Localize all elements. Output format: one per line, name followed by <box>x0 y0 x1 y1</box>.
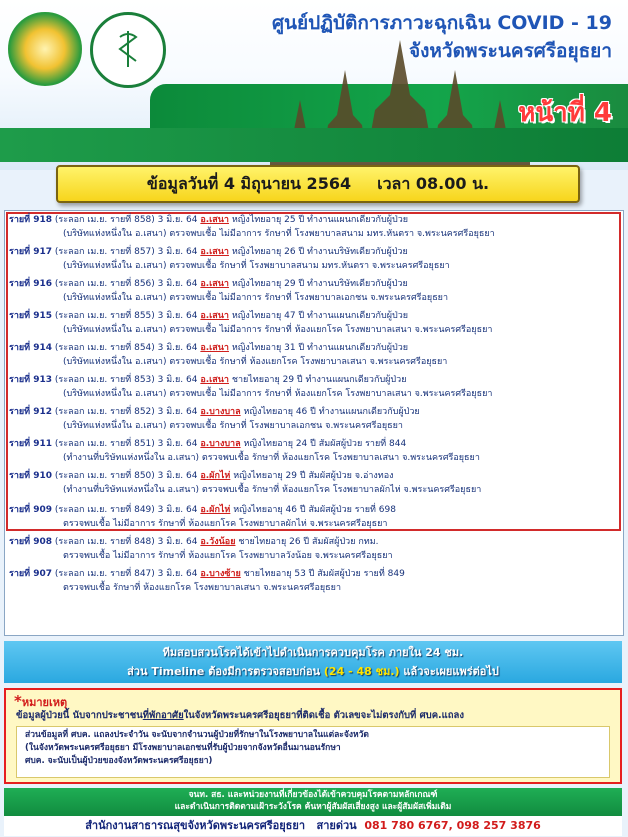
notice-line1: ทีมสอบสวนโรคได้เข้าไปดำเนินการควบคุมโรค ภายใน 24 ชม. <box>162 646 464 659</box>
case-number: รายที่ 913 <box>9 375 53 385</box>
header-banner <box>0 0 628 170</box>
case-detail-b: ชายไทยอายุ 29 ปี ทำงานแผนกเดียวกับผู้ป่วย <box>228 375 407 385</box>
banner-lower-band <box>0 128 628 162</box>
case-detail-line2: (ทำงานที่บริษัทแห่งหนึ่งใน อ.เสนา) ตรวจพบเชื้อ รักษาที่ ห้องแยกโรค โรงพยาบาลเสนา จ.พระนครศรีอยุธยา <box>63 453 480 463</box>
case-detail-b: หญิงไทยอายุ 46 ปี สัมผัสผู้ป่วย รายที่ 698 <box>230 505 396 515</box>
case-number: รายที่ 909 <box>9 505 53 515</box>
case-detail-a: (ระลอก เม.ย. รายที่ 854) 3 มิ.ย. 64 <box>52 343 201 353</box>
case-detail-b: หญิงไทยอายุ 47 ปี ทำงานแผนกเดียวกับผู้ป่วย <box>228 311 409 321</box>
case-row <box>9 309 492 337</box>
notice-timeframe: (24 - 48 ชม.) <box>323 665 400 678</box>
case-detail-b: ชายไทยอายุ 26 ปี สัมผัสผู้ป่วย กทม. <box>235 537 379 547</box>
provincial-health-office-logo <box>8 12 82 86</box>
ministry-of-public-health-logo <box>90 12 166 88</box>
case-number: รายที่ 908 <box>9 537 53 547</box>
case-row <box>9 437 480 465</box>
remark-detail-line2: (ในจังหวัดพระนครศรีอยุธยา มีโรงพยาบาลเอกชนที่รับผู้ป่วยจากจังหวัดอื่นมานอนรักษา <box>25 743 341 753</box>
page-title-line1: ศูนย์ปฏิบัติการภาวะฉุกเฉิน COVID - 19 <box>271 12 612 34</box>
remark-star: * <box>14 692 22 710</box>
remark-title-text: หมายเหตุ <box>21 696 68 709</box>
case-row <box>9 373 492 401</box>
case-number: รายที่ 911 <box>9 439 53 449</box>
case-detail-line2: (ทำงานที่บริษัทแห่งหนึ่งใน อ.เสนา) ตรวจพบเชื้อ รักษาที่ ห้องแยกโรค โรงพยาบาลผักไห่ จ.พระนครศรีอยุธยา <box>63 485 482 495</box>
case-number: รายที่ 916 <box>9 279 53 289</box>
case-detail-b: หญิงไทยอายุ 29 ปี ทำงานบริษัทเดียวกับผู้ป่วย <box>228 279 408 289</box>
case-row <box>9 341 447 369</box>
case-district: อ.บางบาล <box>200 439 241 449</box>
case-number: รายที่ 910 <box>9 471 53 481</box>
notice-line2-b: แล้วจะเผยแพร่ต่อไป <box>399 665 499 678</box>
case-number: รายที่ 914 <box>9 343 53 353</box>
case-district: อ.วังน้อย <box>200 537 236 547</box>
footer-line2: และดำเนินการติดตามเฝ้าระวังโรค ค้นหาผู้สัมผัสเสี่ยงสูง และผู้สัมผัสเพิ่มเติม <box>174 802 452 812</box>
case-detail-line2: (บริษัทแห่งหนึ่งใน อ.เสนา) ตรวจพบเชื้อ ไม่มีอาการ รักษาที่ โรงพยาบาลสนาม มทร.หันตรา จ.พระนครศรีอยุธยา <box>63 229 495 239</box>
case-district: อ.เสนา <box>200 247 229 257</box>
case-detail-a: (ระลอก เม.ย. รายที่ 852) 3 มิ.ย. 64 <box>52 407 201 417</box>
caduceus-icon <box>117 29 139 69</box>
remark-line1-a: ข้อมูลผู้ป่วยนี้ นับจากประชาชน <box>16 710 143 721</box>
case-detail-a: (ระลอก เม.ย. รายที่ 848) 3 มิ.ย. 64 <box>52 537 201 547</box>
page-number-label: หน้าที่ 4 <box>518 98 612 128</box>
case-number: รายที่ 915 <box>9 311 53 321</box>
case-row <box>9 469 481 497</box>
case-detail-b: หญิงไทยอายุ 46 ปี ทำงานแผนกเดียวกับผู้ป่วย <box>240 407 420 417</box>
footer-contact <box>4 816 622 836</box>
case-detail-line2: (บริษัทแห่งหนึ่งใน อ.เสนา) ตรวจพบเชื้อ รักษาที่ โรงพยาบาลสนาม มทร.หันตรา จ.พระนครศรีอยุธยา <box>63 261 450 271</box>
remark-line1 <box>16 708 464 723</box>
case-number: รายที่ 907 <box>9 569 53 579</box>
case-row <box>9 503 396 531</box>
office-name: สำนักงานสาธารณสุขจังหวัดพระนครศรีอยุธยา <box>85 819 306 832</box>
date-banner <box>56 165 580 203</box>
case-detail-line2: ตรวจพบเชื้อ ไม่มีอาการ รักษาที่ ห้องแยกโรค โรงพยาบาลผักไห่ จ.พระนครศรีอยุธยา <box>63 519 388 529</box>
case-detail-a: (ระลอก เม.ย. รายที่ 851) 3 มิ.ย. 64 <box>52 439 201 449</box>
case-detail-b: หญิงไทยอายุ 29 ปี สัมผัสผู้ป่วย จ.อ่างทอง <box>230 471 394 481</box>
remark-detail-line3: ศบค. จะนับเป็นผู้ป่วยของจังหวัดพระนครศรีอยุธยา) <box>25 756 213 766</box>
footer-control-notice <box>4 788 622 816</box>
case-detail-line2: (บริษัทแห่งหนึ่งใน อ.เสนา) ตรวจพบเชื้อ ไม่มีอาการ รักษาที่ ห้องแยกโรค โรงพยาบาลเสนา จ.พระนครศรีอยุธยา <box>63 325 493 335</box>
case-detail-line2: (บริษัทแห่งหนึ่งใน อ.เสนา) ตรวจพบเชื้อ ไม่มีอาการ รักษาที่ โรงพยาบาลเอกชน จ.พระนครศรีอยุธยา <box>63 293 449 303</box>
case-district: อ.บางบาล <box>200 407 241 417</box>
case-detail-a: (ระลอก เม.ย. รายที่ 855) 3 มิ.ย. 64 <box>52 311 201 321</box>
remark-detail <box>16 726 610 778</box>
case-district: อ.เสนา <box>200 279 229 289</box>
notice-line2-a: ส่วน Timeline ต้องมีการตรวจสอบก่อน <box>127 665 324 678</box>
case-number: รายที่ 917 <box>9 247 53 257</box>
case-number: รายที่ 912 <box>9 407 53 417</box>
case-detail-b: ชายไทยอายุ 53 ปี สัมผัสผู้ป่วย รายที่ 849 <box>240 569 405 579</box>
footer-line1: จนท. สธ. และหน่วยงานที่เกี่ยวข้องได้เข้าควบคุมโรคตามหลักเกณฑ์ <box>188 790 438 800</box>
case-district: อ.เสนา <box>200 311 229 321</box>
case-detail-a: (ระลอก เม.ย. รายที่ 847) 3 มิ.ย. 64 <box>52 569 201 579</box>
case-row <box>9 535 393 563</box>
case-row <box>9 277 448 305</box>
case-detail-line2: (บริษัทแห่งหนึ่งใน อ.เสนา) ตรวจพบเชื้อ ไม่มีอาการ รักษาที่ ห้องแยกโรค โรงพยาบาลเสนา จ.พระนครศรีอยุธยา <box>63 389 493 399</box>
case-district: อ.เสนา <box>200 343 229 353</box>
case-detail-b: หญิงไทยอายุ 31 ปี ทำงานแผนกเดียวกับผู้ป่วย <box>228 343 409 353</box>
case-district: อ.ผักไห่ <box>200 471 231 481</box>
hotline-label: สายด่วน <box>316 819 357 832</box>
case-detail-b: หญิงไทยอายุ 24 ปี สัมผัสผู้ป่วย รายที่ 844 <box>240 439 407 449</box>
remark-box <box>4 688 622 784</box>
hotline-numbers[interactable]: 081 780 6767, 098 257 3876 <box>364 819 541 832</box>
date-text: ข้อมูลวันที่ 4 มิถุนายน 2564 <box>146 173 352 193</box>
case-district: อ.ผักไห่ <box>200 505 231 515</box>
case-detail-line2: ตรวจพบเชื้อ รักษาที่ ห้องแยกโรค โรงพยาบาลเสนา จ.พระนครศรีอยุธยา <box>63 583 341 593</box>
case-row <box>9 213 495 241</box>
case-detail-a: (ระลอก เม.ย. รายที่ 849) 3 มิ.ย. 64 <box>52 505 201 515</box>
investigation-notice <box>4 641 622 683</box>
case-detail-line2: (บริษัทแห่งหนึ่งใน อ.เสนา) ตรวจพบเชื้อ รักษาที่ โรงพยาบาลเอกชน จ.พระนครศรีอยุธยา <box>63 421 403 431</box>
case-list <box>4 210 624 636</box>
case-detail-a: (ระลอก เม.ย. รายที่ 857) 3 มิ.ย. 64 <box>52 247 201 257</box>
remark-line1-underlined: ที่พักอาศัย <box>142 710 184 721</box>
case-detail-line2: (บริษัทแห่งหนึ่งใน อ.เสนา) ตรวจพบเชื้อ รักษาที่ ห้องแยกโรค โรงพยาบาลเสนา จ.พระนครศรีอยุธยา <box>63 357 448 367</box>
remark-detail-line1: ส่วนข้อมูลที่ ศบค. แถลงประจำวัน จะนับจากจำนวนผู้ป่วยที่รักษาในโรงพยาบาลในแต่ละจังหวัด <box>25 730 369 740</box>
time-text: เวลา 08.00 น. <box>377 173 490 193</box>
case-district: อ.บางซ้าย <box>200 569 241 579</box>
case-row <box>9 405 420 433</box>
case-detail-a: (ระลอก เม.ย. รายที่ 858) 3 มิ.ย. 64 <box>52 215 201 225</box>
case-detail-a: (ระลอก เม.ย. รายที่ 853) 3 มิ.ย. 64 <box>52 375 201 385</box>
case-detail-line2: ตรวจพบเชื้อ ไม่มีอาการ รักษาที่ ห้องแยกโรค โรงพยาบาลวังน้อย จ.พระนครศรีอยุธยา <box>63 551 393 561</box>
case-detail-a: (ระลอก เม.ย. รายที่ 856) 3 มิ.ย. 64 <box>52 279 201 289</box>
case-row <box>9 245 450 273</box>
case-detail-a: (ระลอก เม.ย. รายที่ 850) 3 มิ.ย. 64 <box>52 471 201 481</box>
case-number: รายที่ 918 <box>9 215 53 225</box>
case-district: อ.เสนา <box>200 375 229 385</box>
case-detail-b: หญิงไทยอายุ 26 ปี ทำงานบริษัทเดียวกับผู้ป่วย <box>228 247 408 257</box>
case-row <box>9 567 405 595</box>
notice-line2 <box>4 662 622 681</box>
remark-line1-b: ในจังหวัดพระนครศรีอยุธยาที่ติดเชื้อ ตัวเลขจะไม่ตรงกับที่ ศบค.แถลง <box>183 710 464 721</box>
case-district: อ.เสนา <box>200 215 229 225</box>
case-detail-b: หญิงไทยอายุ 25 ปี ทำงานแผนกเดียวกับผู้ป่วย <box>228 215 409 225</box>
page-title-line2: จังหวัดพระนครศรีอยุธยา <box>409 40 612 62</box>
